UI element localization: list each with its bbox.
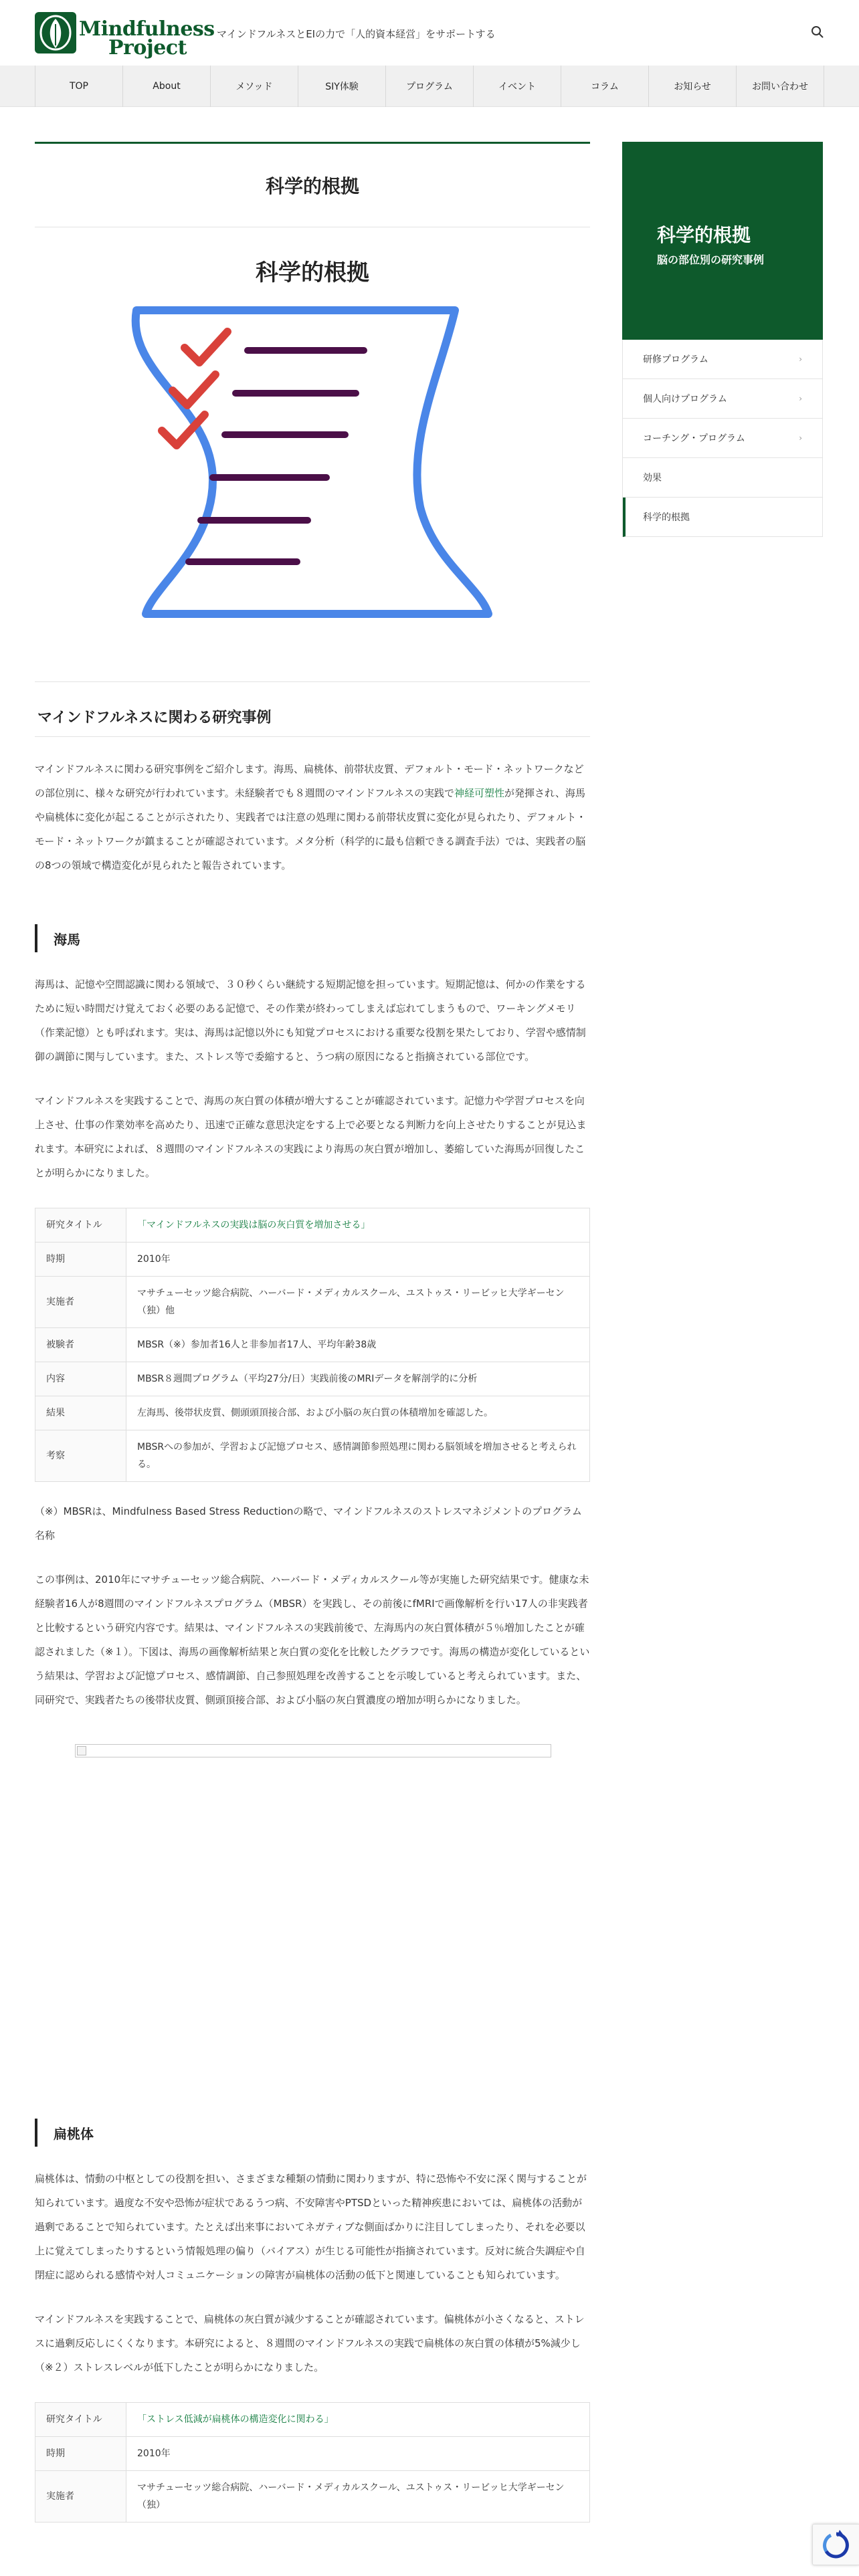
sidebar-item-label: 効果 <box>643 473 662 484</box>
intro-text-2: が発揮され、海馬や扁桃体に変化が起こることが示されたり、実践者では注意の処理に関わる前帯状皮質に変化が見られたり、デフォルト・モード・ネットワークが鎮まることが確認されています。メタ分析（科学的に最も信頼できる調査手法）では、実践者の脳の8つの領域で構造変化が見られたと報告されています。 <box>35 787 587 871</box>
nav-item-news[interactable]: お知らせ <box>648 66 736 107</box>
amygdala-paragraph-1: 扁桃体は、情動の中枢としての役割を担い、さまざまな種類の情動に関わりますが、特に恐怖や不安に深く関与することが知られています。過度な不安や恐怖が症状であるうつ病、不安障害やPTSDといった精神疾患においては、扁桃体の活動が過剰であることで知られています。たとえば出来事においてネガティブな側面ばかりに注目してしまったり、それを必要以上に覚えてしまったりするという情報処理の偏り（バイアス）が生じる可能性が指摘されています。反対に統合失調症や自閉症に認められる感情や対人コミュニケーションの障害が扁桃体の活動の低下と関連していることも知られています。 <box>35 2173 587 2281</box>
amygdala-heading: 扁桃体 <box>35 2119 590 2147</box>
table-row <box>35 1328 590 1362</box>
table-value: 左海馬、後帯状皮質、側頭頭頂接合部、および小脳の灰白質の体積増加を確認した。 <box>126 1396 590 1430</box>
sidebar-title: 科学的根拠 <box>657 224 751 246</box>
global-nav <box>0 66 859 107</box>
nav-item-top[interactable]: TOP <box>35 66 122 107</box>
table-key: 時期 <box>35 2437 126 2471</box>
recaptcha-badge[interactable] <box>812 2524 859 2565</box>
table-row <box>35 2437 590 2471</box>
hippocampus-paragraph-2: マインドフルネスを実践することで、海馬の灰白質の体積が増大することが確認されています。記憶力や学習プロセスを向上させ、仕事の作業効率を高めたり、迅速で正確な意思決定をする上で必要となる判断力を向上させたりすることが見込まれます。本研究によれば、８週間のマインドフルネスの実践により海馬の灰白質が増加し、萎縮していた海馬が回復したことが明らかになりました。 <box>35 1095 587 1179</box>
table-value: 2010年 <box>126 1243 590 1277</box>
sidebar-item-coaching[interactable] <box>623 419 822 458</box>
hero-title: 科学的根拠 <box>256 259 369 286</box>
mbsr-note: （※）MBSRは、Mindfulness Based Stress Reductionの略で、マインドフルネスのストレスマネジメントのプログラム名称 <box>35 1505 582 1541</box>
study-title-link[interactable]: 「ストレス低減が扁桃体の構造変化に関わる」 <box>137 2414 334 2425</box>
hippocampus-study-table <box>35 1208 590 1482</box>
table-key: 結果 <box>35 1396 126 1430</box>
table-value: マサチューセッツ総合病院、ハーバード・メディカルスクール、ユストゥス・リービッヒ大学ギーセン（独） <box>126 2471 590 2523</box>
table-key: 研究タイトル <box>35 2403 126 2437</box>
sidebar <box>622 142 823 537</box>
page-title: 科学的根拠 <box>265 175 359 197</box>
table-row <box>35 1243 590 1277</box>
table-row <box>35 1277 590 1328</box>
sidebar-item-effects[interactable] <box>623 458 822 498</box>
table-key: 実施者 <box>35 2471 126 2523</box>
nav-item-program[interactable]: プログラム <box>385 66 473 107</box>
broken-image-icon <box>77 1746 86 1755</box>
table-value <box>126 2403 590 2437</box>
search-icon[interactable] <box>811 25 824 39</box>
table-key: 時期 <box>35 1243 126 1277</box>
table-key: 内容 <box>35 1362 126 1396</box>
sidebar-hero <box>622 142 823 340</box>
sidebar-item-label: 研修プログラム <box>643 354 708 365</box>
site-header <box>0 0 859 66</box>
leaf-logo-icon <box>35 12 76 53</box>
table-key: 研究タイトル <box>35 1208 126 1243</box>
amygdala-study-table <box>35 2402 590 2523</box>
table-row <box>35 1208 590 1243</box>
table-key: 実施者 <box>35 1277 126 1328</box>
table-value: MBSRへの参加が、学習および記憶プロセス、感情調節参照処理に関わる脳領域を増加させると考えられる。 <box>126 1430 590 1482</box>
recaptcha-icon <box>813 2525 859 2566</box>
table-value: MBSR８週間プログラム（平均27分/日）実践前後のMRIデータを解剖学的に分析 <box>126 1362 590 1396</box>
logo-wordmark <box>79 17 215 60</box>
chevron-right-icon: › <box>799 433 802 443</box>
table-row <box>35 1362 590 1396</box>
table-row <box>35 1430 590 1482</box>
nav-item-about[interactable]: About <box>122 66 210 107</box>
neuroplasticity-link[interactable]: 神経可塑性 <box>454 787 505 799</box>
intro-text-1: マインドフルネスに関わる研究事例をご紹介します。海馬、扁桃体、前帯状皮質、デフォルト・モード・ネットワークなどの部位別に、様々な研究が行われています。未経験者でも８週間のマインドフルネスの実践で <box>35 763 584 799</box>
hippocampus-paragraph-1: 海馬は、記憶や空間認識に関わる領域で、３０秒くらい継続する短期記憶を担っています。短期記憶は、何かの作業をするために短い時間だけ覚えておく必要のある記憶で、その作業が終わってしまえば忘れてしまうもので、ワーキングメモリ（作業記憶）とも呼ばれます。実は、海馬は記憶以外にも知覚プロセスにおける重要な役割を果たしており、学習や感情制御の調節に関与しています。また、ストレス等で委縮すると、うつ病の原因になると指摘されている部位です。 <box>35 978 586 1063</box>
checklist-document-icon <box>106 306 520 621</box>
nav-item-siy[interactable]: SIY体験 <box>298 66 385 107</box>
section-heading: マインドフルネスに関わる研究事例 <box>35 697 590 737</box>
sidebar-item-label: 科学的根拠 <box>643 512 690 523</box>
hero-illustration <box>35 227 590 682</box>
study-title-link[interactable]: 「マインドフルネスの実践は脳の灰白質を増加させる」 <box>137 1220 371 1230</box>
logo-line-2: Project <box>108 36 187 60</box>
table-value <box>126 1208 590 1243</box>
sidebar-item-training[interactable] <box>623 340 822 379</box>
table-value: 2010年 <box>126 2437 590 2471</box>
sidebar-item-label: コーチング・プログラム <box>643 433 745 444</box>
nav-item-contact[interactable]: お問い合わせ <box>736 66 824 107</box>
table-key: 被験者 <box>35 1328 126 1362</box>
image-spacer <box>35 1757 590 2119</box>
hippocampus-heading: 海馬 <box>35 924 590 952</box>
sidebar-item-personal[interactable] <box>623 379 822 419</box>
sidebar-menu <box>622 340 823 537</box>
site-logo[interactable] <box>35 12 215 60</box>
table-row <box>35 2471 590 2523</box>
sidebar-item-evidence[interactable] <box>623 498 822 537</box>
nav-item-method[interactable]: メソッド <box>210 66 298 107</box>
table-value: MBSR（※）参加者16人と非参加者17人、平均年齢38歳 <box>126 1328 590 1362</box>
nav-item-event[interactable]: イベント <box>473 66 561 107</box>
main-content <box>35 142 590 2523</box>
broken-image-placeholder <box>75 1744 551 1757</box>
intro-paragraph <box>35 757 590 877</box>
table-value: マサチューセッツ総合病院、ハーバード・メディカルスクール、ユストゥス・リービッヒ大学ギーセン（独）他 <box>126 1277 590 1328</box>
logo-line-1: Mindfulness <box>79 17 215 41</box>
chevron-right-icon: › <box>799 394 802 403</box>
chevron-right-icon: › <box>799 354 802 364</box>
table-row <box>35 2403 590 2437</box>
sidebar-item-label: 個人向けプログラム <box>643 394 727 405</box>
table-key: 考察 <box>35 1430 126 1482</box>
hippocampus-paragraph-3: この事例は、2010年にマサチューセッツ総合病院、ハーバード・メディカルスクール等が実施した研究結果です。健康な未経験者16人が8週間のマインドフルネスプログラム（MBSR）を実践し、その前後にfMRIで画像解析を行い17人の非実践者と比較するという研究内容です。結果は、マインドフルネスの実践前後で、左海馬内の灰白質体積が５％増加したことが確認されました（※１）。下図は、海馬の画像解析結果と灰白質の変化を比較したグラフです。海馬の構造が変化しているという結果は、学習および記憶プロセス、感情調節、自己参照処理を改善することを示唆していると考えられています。また、同研究で、実践者たちの後帯状皮質、側頭頂接合部、および小脳の灰白質濃度の増加が明らかになりました。 <box>35 1574 590 1706</box>
page-title-box <box>35 142 590 227</box>
table-row <box>35 1396 590 1430</box>
amygdala-paragraph-2: マインドフルネスを実践することで、扁桃体の灰白質が減少することが確認されています。偏桃体が小さくなると、ストレスに過剰反応しにくくなります。本研究によると、８週間のマインドフルネスの実践で扁桃体の灰白質の体積が5%減少し（※２）ストレスレベルが低下したことが明らかになりました。 <box>35 2313 585 2373</box>
nav-item-column[interactable]: コラム <box>561 66 648 107</box>
sidebar-subtitle: 脳の部位別の研究事例 <box>657 253 765 266</box>
site-tagline: マインドフルネスとEIの力で「人的資本経営」をサポートする <box>217 28 496 40</box>
